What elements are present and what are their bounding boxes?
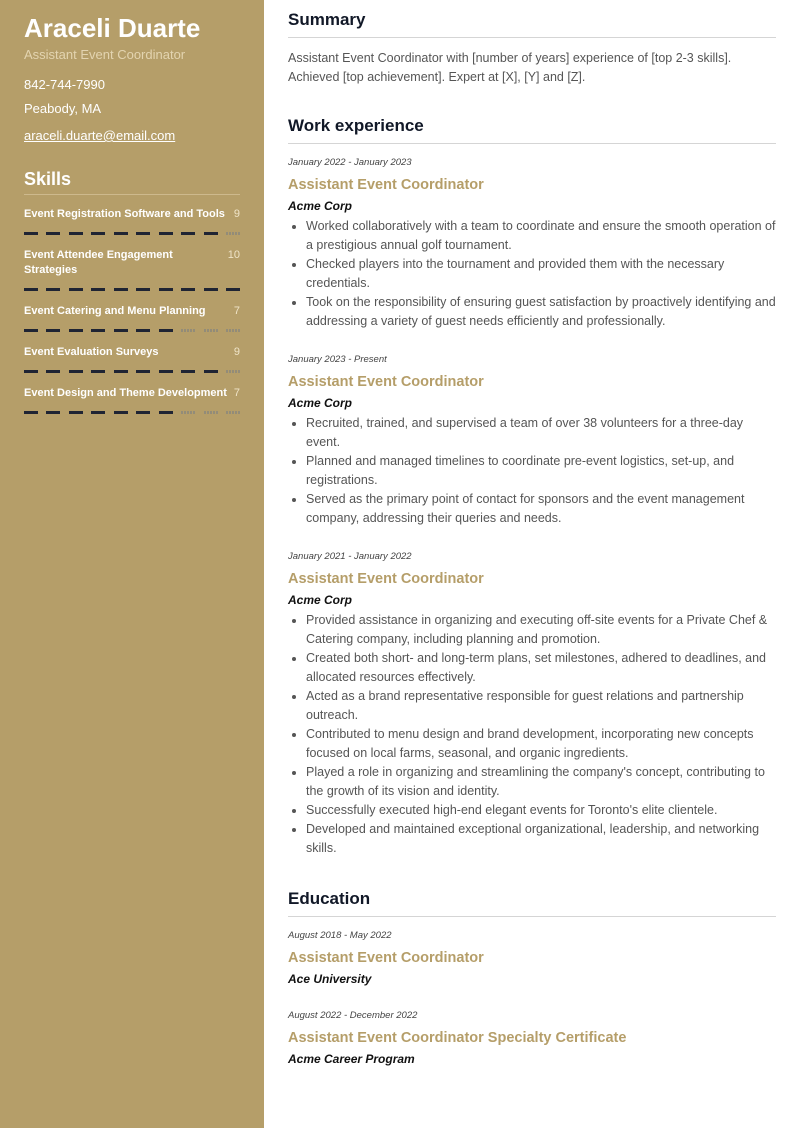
skill-level-dash-filled [91, 232, 105, 235]
skill-level-meter [24, 370, 240, 373]
skill-level-dash-filled [114, 329, 128, 332]
skill-value: 10 [227, 249, 240, 261]
skill-level-meter [24, 329, 240, 332]
education-entry [288, 1009, 776, 1067]
skill-row [24, 345, 240, 360]
skill-level-dash-filled [114, 232, 128, 235]
skill-name: Event Evaluation Surveys [24, 346, 159, 358]
skill-level-dash-empty [181, 329, 195, 332]
skill-value: 7 [233, 305, 240, 317]
skill-level-dash-empty [226, 411, 240, 414]
list-item: • Acted as a brand representative responsible for guest relations and partnership outreach. [306, 687, 776, 725]
list-item: • Served as the primary point of contact for sponsors and the event management company, addressing their queries and needs. [306, 490, 776, 528]
skill-level-meter [24, 232, 240, 235]
skill-level-dash-filled [114, 370, 128, 373]
list-item: • Worked collaboratively with a team to coordinate and ensure the smooth operation of a prestigious annual golf tournament. [306, 217, 776, 255]
skill-name: Event Design and Theme Development [24, 387, 227, 399]
skill-row [24, 207, 240, 222]
skill-item [24, 345, 240, 373]
skill-level-dash-filled [24, 370, 38, 373]
skill-name: Event Registration Software and Tools [24, 208, 225, 220]
list-item: • Played a role in organizing and streamlining the company's concept, contributing to the growth of its vision and identity. [306, 763, 776, 801]
skill-level-dash-filled [136, 232, 150, 235]
skill-level-dash-filled [69, 329, 83, 332]
skill-level-dash-filled [46, 288, 60, 291]
skill-level-dash-filled [69, 232, 83, 235]
skill-level-dash-filled [136, 370, 150, 373]
skill-level-dash-filled [159, 288, 173, 291]
job-date: January 2022 - January 2023 [288, 157, 412, 168]
skill-row [24, 386, 240, 401]
job-company: Acme Corp [288, 593, 353, 607]
job-date: January 2023 - Present [288, 354, 387, 365]
skill-value: 9 [233, 208, 240, 220]
education-heading: Education [288, 888, 776, 917]
skill-item [24, 207, 240, 235]
job-bullets [288, 217, 776, 331]
skill-level-dash-filled [114, 411, 128, 414]
skill-level-dash-filled [159, 232, 173, 235]
skill-level-dash-empty [204, 411, 218, 414]
jobs-list [288, 156, 776, 858]
skill-name: Event Catering and Menu Planning [24, 305, 206, 317]
skill-level-dash-filled [181, 288, 195, 291]
skill-level-dash-empty [204, 329, 218, 332]
skill-level-dash-filled [69, 411, 83, 414]
list-item: • Took on the responsibility of ensuring guest satisfaction by proactively identifying and addressing a variety of guest needs efficiently and professionally. [306, 293, 776, 331]
skill-level-dash-filled [226, 288, 240, 291]
skill-level-dash-filled [46, 370, 60, 373]
skill-row [24, 304, 240, 319]
list-item: • Created both short- and long-term plans, set milestones, adhered to deadlines, and allocated resources effectively. [306, 649, 776, 687]
job-entry [288, 353, 776, 528]
education-list [288, 929, 776, 1067]
skill-level-dash-filled [91, 329, 105, 332]
skills-list [24, 207, 240, 414]
main-content [288, 0, 776, 1067]
list-item: • Checked players into the tournament and provided them with the necessary credentials. [306, 255, 776, 293]
skills-heading: Skills [24, 168, 240, 195]
education-date: August 2018 - May 2022 [288, 930, 392, 941]
list-item: • Planned and managed timelines to coordinate pre-event logistics, set-up, and registrations. [306, 452, 776, 490]
skill-name: Event Attendee Engagement Strategies [24, 249, 173, 276]
skill-level-dash-filled [159, 411, 173, 414]
skill-level-dash-filled [114, 288, 128, 291]
skill-level-dash-filled [46, 411, 60, 414]
list-item: • Contributed to menu design and brand development, incorporating new concepts focused on local farms, seasonal, and organic ingredients. [306, 725, 776, 763]
summary-heading: Summary [288, 9, 776, 38]
skill-item [24, 386, 240, 414]
skill-level-dash-filled [136, 288, 150, 291]
job-title: Assistant Event Coordinator [288, 177, 484, 193]
skill-level-dash-empty [226, 232, 240, 235]
skill-level-dash-empty [226, 370, 240, 373]
summary-text: Assistant Event Coordinator with [number of years] experience of [top 2-3 skills]. Achieved [top achievement]. Expert at [X], [Y] and [Z]. [288, 51, 732, 84]
job-date: January 2021 - January 2022 [288, 551, 412, 562]
list-item: • Successfully executed high-end elegant events for Toronto's elite clientele. [306, 801, 776, 820]
experience-heading: Work experience [288, 115, 776, 144]
skill-row [24, 248, 240, 278]
job-bullets [288, 611, 776, 858]
education-title: Assistant Event Coordinator [288, 950, 484, 966]
skill-level-dash-filled [204, 232, 218, 235]
skill-level-dash-filled [136, 411, 150, 414]
skill-level-dash-filled [181, 232, 195, 235]
phone: 842-744-7990 [24, 77, 105, 92]
skill-level-dash-filled [159, 329, 173, 332]
skill-level-dash-empty [181, 411, 195, 414]
job-entry [288, 156, 776, 331]
job-entry [288, 550, 776, 858]
skill-level-dash-filled [91, 288, 105, 291]
education-entry [288, 929, 776, 987]
job-company: Acme Corp [288, 396, 353, 410]
skill-level-dash-filled [181, 370, 195, 373]
education-school: Acme Career Program [288, 1052, 415, 1066]
skill-level-dash-filled [204, 370, 218, 373]
education-school: Ace University [288, 972, 372, 986]
skill-level-dash-empty [226, 329, 240, 332]
education-date: August 2022 - December 2022 [288, 1010, 418, 1021]
skill-level-dash-filled [91, 370, 105, 373]
skill-level-dash-filled [46, 232, 60, 235]
job-title: Assistant Event Coordinator [288, 374, 484, 390]
education-title: Assistant Event Coordinator Specialty Certificate [288, 1030, 627, 1046]
skill-level-dash-filled [204, 288, 218, 291]
email-link[interactable]: araceli.duarte@email.com [24, 128, 176, 143]
skill-level-dash-filled [46, 329, 60, 332]
skill-value: 9 [233, 346, 240, 358]
list-item: • Recruited, trained, and supervised a team of over 38 volunteers for a three-day event. [306, 414, 776, 452]
candidate-title: Assistant Event Coordinator [24, 47, 186, 62]
job-company: Acme Corp [288, 199, 353, 213]
skill-level-dash-filled [91, 411, 105, 414]
job-title: Assistant Event Coordinator [288, 571, 484, 587]
location: Peabody, MA [24, 101, 102, 116]
list-item: • Provided assistance in organizing and executing off-site events for a Private Chef & Catering company, including planning and promotion. [306, 611, 776, 649]
candidate-name: Araceli Duarte [24, 13, 201, 43]
sidebar [0, 0, 264, 1128]
list-item: • Developed and maintained exceptional organizational, leadership, and networking skills. [306, 820, 776, 858]
skill-item [24, 248, 240, 291]
skill-level-meter [24, 411, 240, 414]
job-bullets [288, 414, 776, 528]
skill-level-dash-filled [159, 370, 173, 373]
skill-level-dash-filled [69, 288, 83, 291]
skill-level-dash-filled [24, 329, 38, 332]
skill-level-dash-filled [69, 370, 83, 373]
skill-value: 7 [233, 387, 240, 399]
skill-level-dash-filled [24, 411, 38, 414]
skill-item [24, 304, 240, 332]
skill-level-dash-filled [24, 232, 38, 235]
skill-level-dash-filled [136, 329, 150, 332]
skill-level-meter [24, 288, 240, 291]
skill-level-dash-filled [24, 288, 38, 291]
